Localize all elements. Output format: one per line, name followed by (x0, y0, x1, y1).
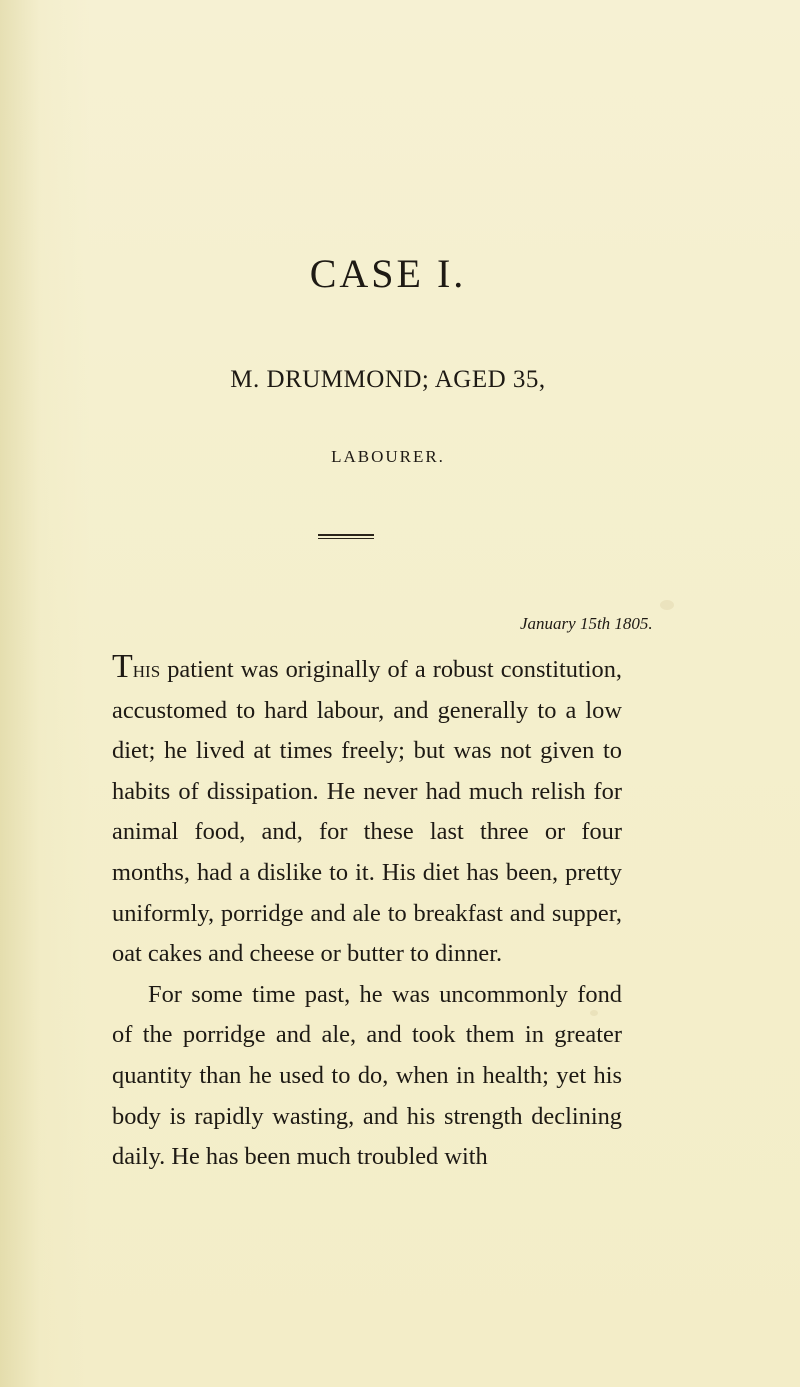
small-caps-word: his (132, 657, 161, 683)
paragraph-1-text: patient was originally of a robust constitution, accustomed to hard labour, and generally to a low diet; he lived at times freely; but was not given to habits of dissipation. He never had much relish for animal food, and, for these last three or four months, had a dislike to it. His diet has been, pretty uniformly, porridge and ale to breakfast and supper, oat cakes and cheese or butter to dinner. (112, 656, 622, 968)
entry-date: January 15th 1805. (520, 614, 653, 633)
case-heading: CASE I. (309, 251, 467, 296)
drop-cap: T (112, 648, 133, 685)
paragraph-2: For some time past, he was uncommonly fond of the porridge and ale, and took them in greater quantity than he used to do, when in health; yet his body is rapidly wasting, and his strength declining daily. He has been much troubled with (112, 980, 622, 1171)
patient-name-age: M. DRUMMOND; AGED 35, (230, 366, 546, 393)
section-rule (318, 534, 374, 542)
case-body (112, 647, 622, 1178)
paragraph-1 (112, 647, 622, 975)
patient-occupation: LABOURER. (331, 447, 445, 466)
paper-spot (660, 600, 674, 610)
